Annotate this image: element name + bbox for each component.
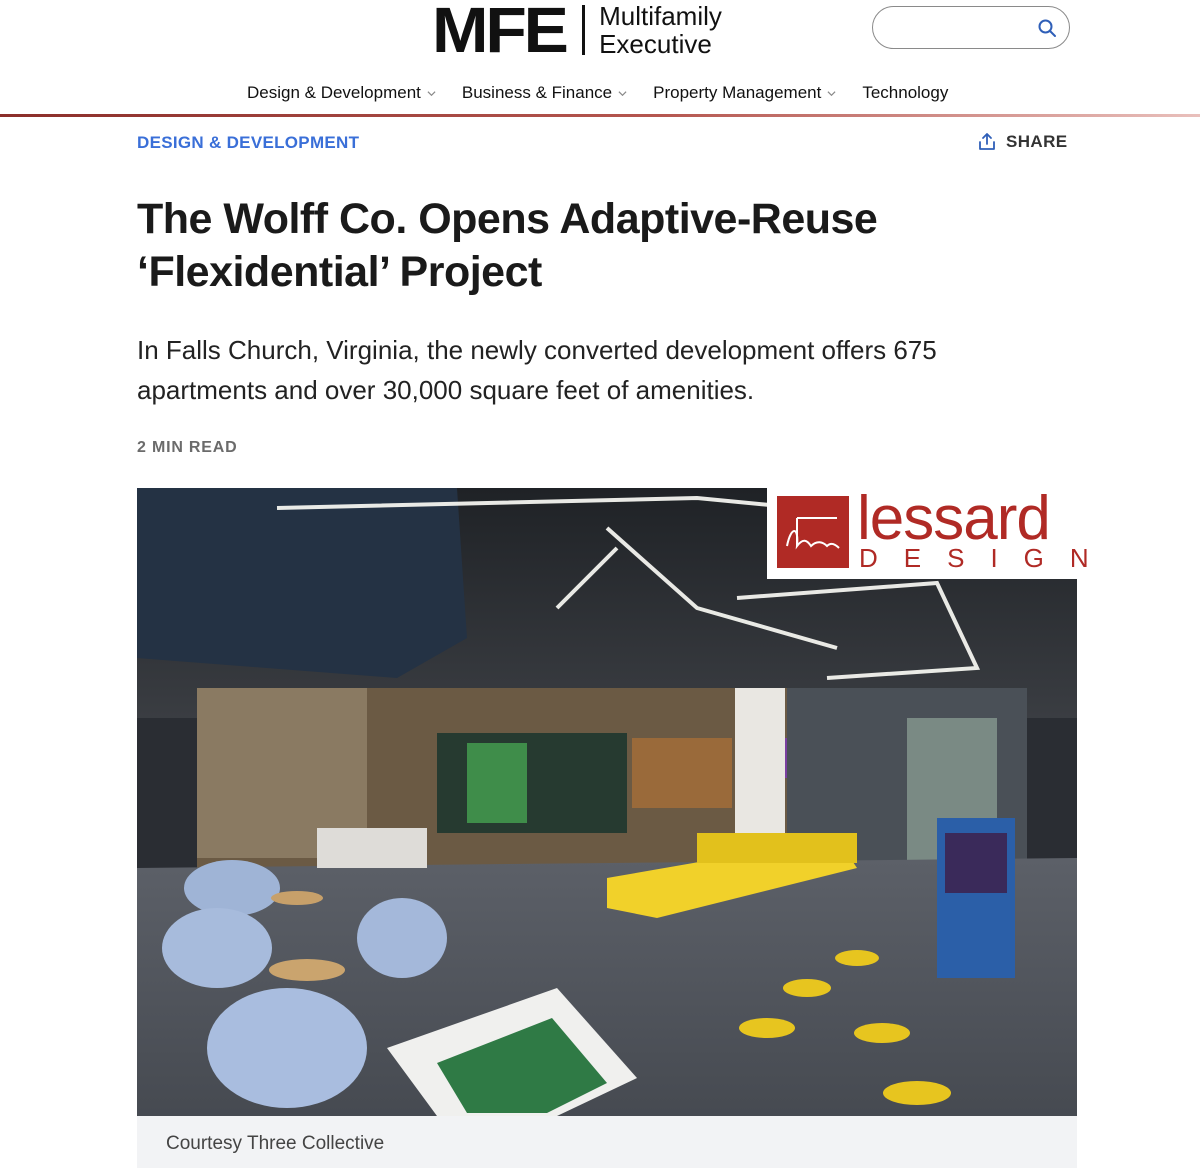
logo-name-line1: Multifamily [599, 1, 722, 31]
search-icon[interactable] [1037, 18, 1057, 38]
dek-line2: apartments and over 30,000 square feet of amenities. [137, 375, 755, 405]
headline-line2: ‘Flexidential’ Project [137, 248, 542, 296]
watermark-sub: DESIGN [859, 543, 1115, 573]
nav-item-label: Business & Finance [461, 83, 613, 102]
headline-line1: The Wolff Co. Opens Adaptive-Reuse [137, 195, 878, 243]
nav-item-technology[interactable] [862, 83, 948, 103]
article-headline [137, 193, 1037, 299]
category-link[interactable]: DESIGN & DEVELOPMENT [137, 133, 360, 152]
hero-image [137, 484, 1115, 1116]
watermark-mark [777, 496, 849, 568]
share-label: SHARE [1006, 132, 1068, 151]
image-caption-bar [137, 1116, 1077, 1168]
share-button[interactable] [977, 132, 1068, 152]
logo-name [599, 2, 722, 58]
logo-name-line2: Executive [599, 29, 712, 59]
search-box [872, 6, 1070, 49]
nav-item-label: Property Management [653, 83, 822, 102]
share-icon [977, 132, 997, 152]
nav-item-property-management[interactable] [653, 83, 836, 103]
dek-line1: In Falls Church, Virginia, the newly converted development offers 675 [137, 335, 937, 365]
watermark-word: lessard [857, 484, 1050, 553]
search-input[interactable] [887, 16, 1027, 40]
logo-mark: MFE [432, 0, 566, 66]
watermark-logo [767, 484, 1115, 579]
nav-item-label: Design & Development [247, 83, 421, 102]
nav-item-design-development[interactable] [247, 83, 436, 103]
nav-item-business-finance[interactable] [462, 83, 627, 103]
chevron-down-icon [427, 89, 436, 98]
chevron-down-icon [827, 89, 836, 98]
lounge-photo [137, 484, 1077, 1116]
article-dek [137, 330, 1077, 410]
site-header [0, 0, 1200, 118]
nav-item-label: Technology [862, 83, 949, 102]
read-time: 2 MIN READ [137, 439, 238, 456]
logo-divider [582, 5, 585, 55]
site-logo[interactable] [432, 0, 722, 66]
main-nav [247, 80, 948, 106]
image-caption: Courtesy Three Collective [166, 1133, 385, 1154]
chevron-down-icon [618, 89, 627, 98]
header-divider [0, 114, 1200, 117]
